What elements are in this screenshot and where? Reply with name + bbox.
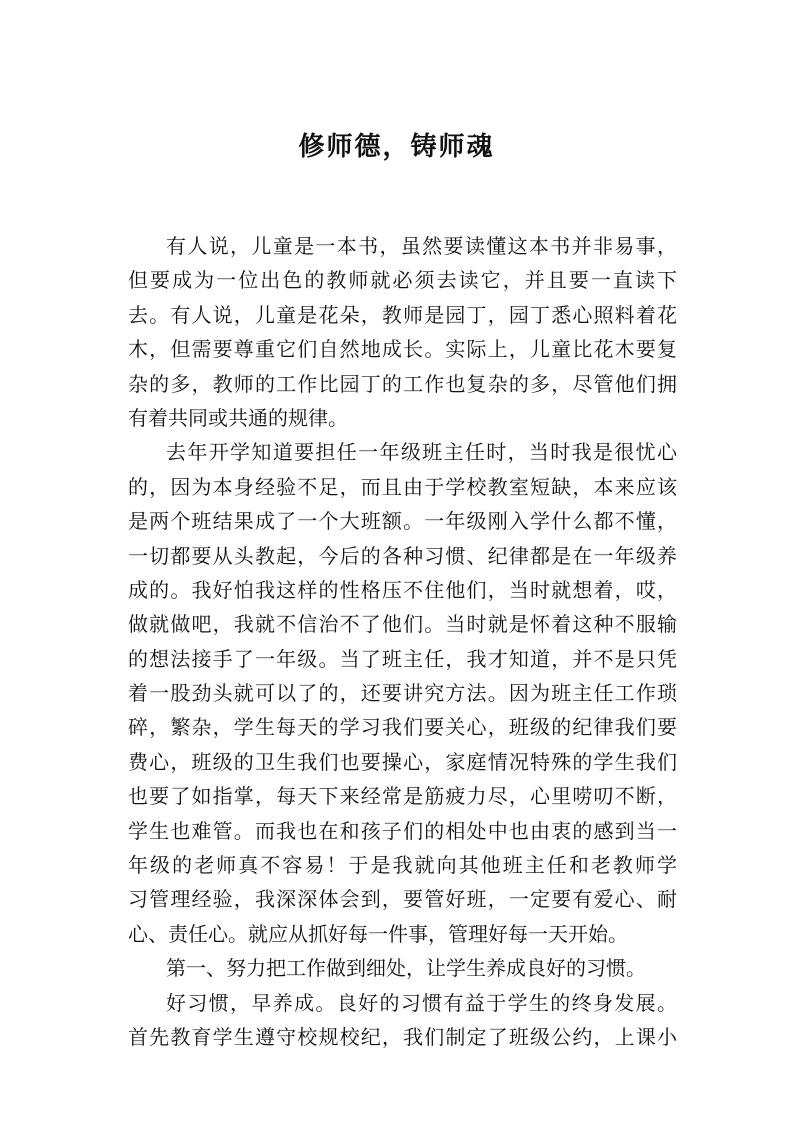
- text-line: 有着共同或共通的规律。: [128, 405, 348, 430]
- text-line: 做就做吧，我就不信治不了他们。当时就是怀着这种不服输: [128, 612, 677, 637]
- text-line: 去。有人说，儿童是花朵，教师是园丁，园丁悉心照料着花: [128, 302, 677, 327]
- text-line: 一切都要从头教起，今后的各种习惯、纪律都是在一年级养: [128, 543, 677, 568]
- text-line: 年级的老师真不容易！于是我就向其他班主任和老教师学: [128, 853, 677, 878]
- text-line: 学生也难管。而我也在和孩子们的相处中也由衷的感到当一: [128, 818, 677, 843]
- text-line: 成的。我好怕我这样的性格压不住他们，当时就想着，哎，: [128, 577, 677, 602]
- text-line: 习管理经验，我深深体会到，要管好班，一定要有爱心、耐: [128, 887, 677, 912]
- text-line: 但要成为一位出色的教师就必须去读它，并且要一直读下: [128, 268, 677, 293]
- document-title: 修师德，铸师魂: [298, 132, 495, 162]
- text-line: 碎，繁杂，学生每天的学习我们要关心，班级的纪律我们要: [128, 715, 677, 740]
- text-line: 费心，班级的卫生我们也要操心，家庭情况特殊的学生我们: [128, 749, 677, 774]
- text-line: 有人说，儿童是一本书，虽然要读懂这本书并非易事，: [166, 234, 677, 258]
- text-line: 心、责任心。就应从抓好每一件事，管理好每一天开始。: [128, 921, 628, 946]
- paragraph: [128, 229, 677, 435]
- paragraph: [128, 986, 677, 1055]
- text-line: 去年开学知道要担任一年级班主任时，当时我是很忧心: [166, 440, 677, 465]
- text-line: 也要了如指掌，每天下来经常是筋疲力尽，心里唠叨不断，: [128, 784, 677, 809]
- text-line: 是两个班结果成了一个大班额。一年级刚入学什么都不懂，: [128, 509, 677, 534]
- text-line: 首先教育学生遵守校规校纪，我们制定了班级公约，上课小: [128, 1024, 677, 1049]
- text-line: 着一股劲头就可以了的，还要讲究方法。因为班主任工作琐: [128, 681, 677, 706]
- text-line: 的，因为本身经验不足，而且由于学校教室短缺，本来应该: [128, 474, 677, 499]
- paragraph: [128, 435, 677, 951]
- text-line: 的想法接手了一年级。当了班主任，我才知道，并不是只凭: [128, 646, 677, 671]
- text-line: 杂的多，教师的工作比园丁的工作也复杂的多，尽管他们拥: [128, 371, 677, 396]
- text-line: 第一、努力把工作做到细处，让学生养成良好的习惯。: [166, 956, 646, 981]
- text-line: 木，但需要尊重它们自然地成长。实际上，儿童比花木要复: [128, 337, 677, 362]
- document-body: [128, 229, 677, 1054]
- paragraph: [128, 951, 677, 985]
- text-line: 好习惯，早养成。良好的习惯有益于学生的终身发展。: [166, 990, 677, 1015]
